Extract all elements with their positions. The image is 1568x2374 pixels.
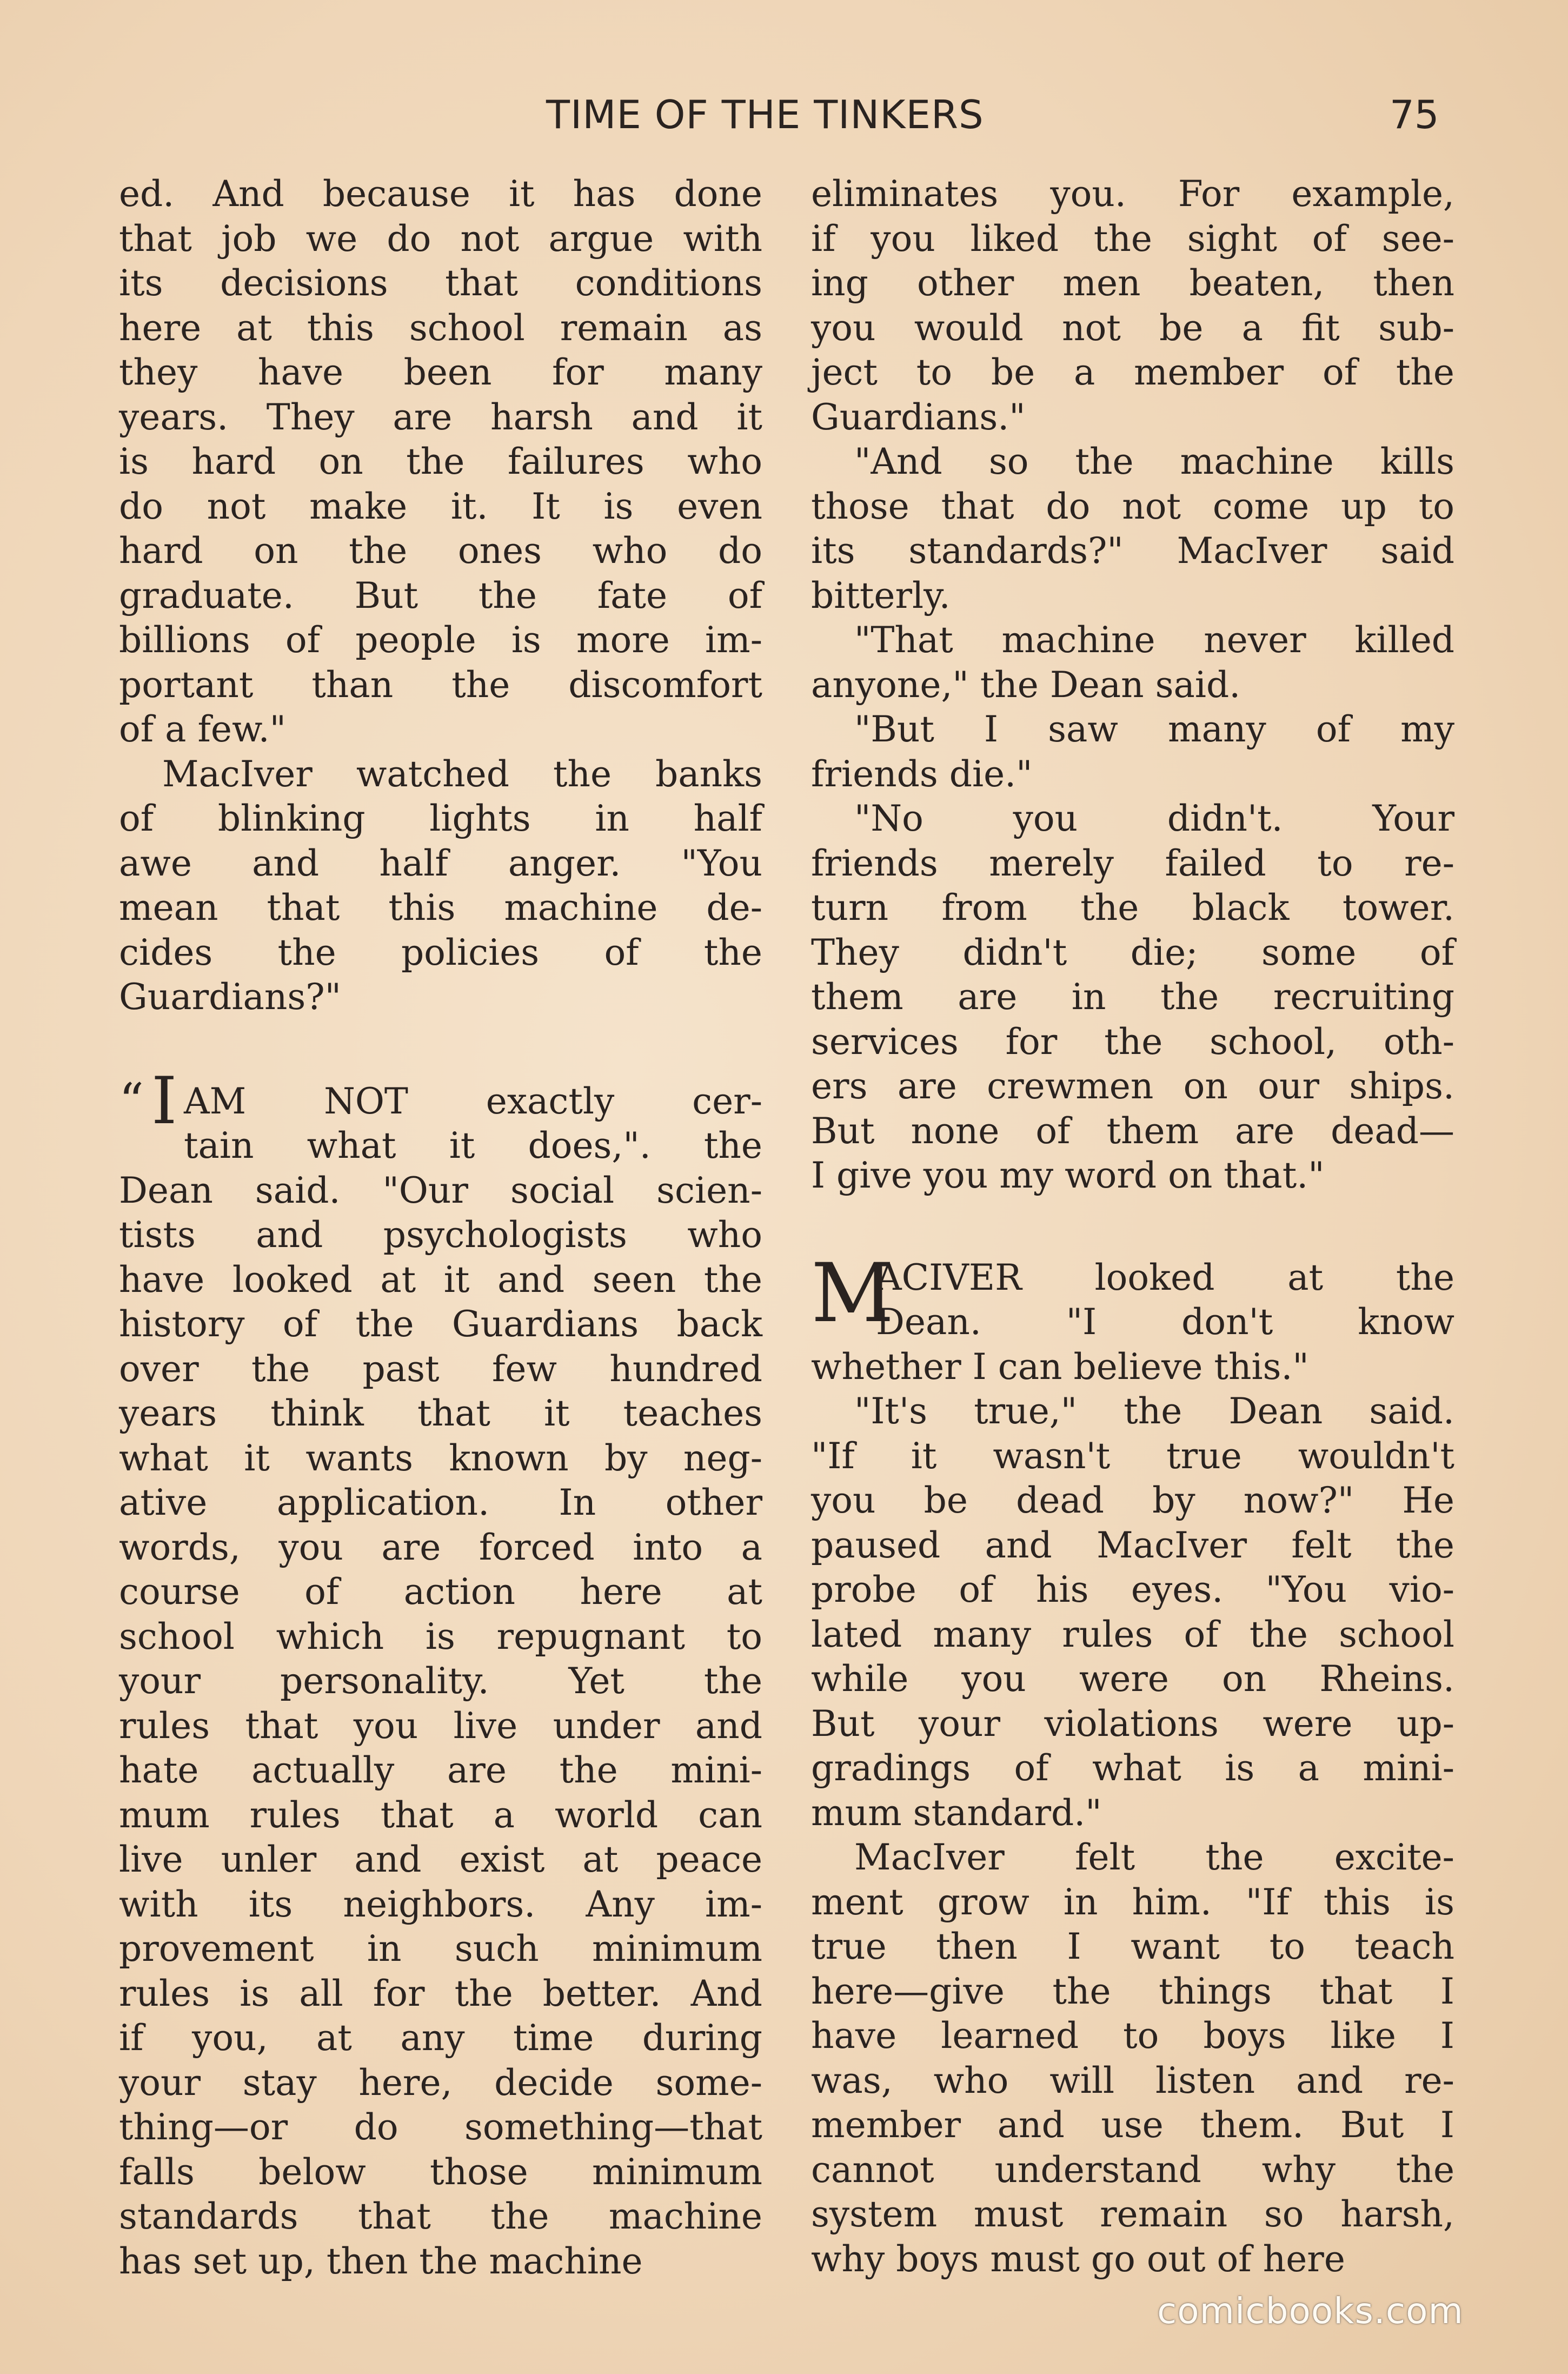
text-line: But none of them are dead— xyxy=(811,1110,1454,1152)
text-line: lated many rules of the school xyxy=(811,1613,1454,1655)
section-break xyxy=(119,1020,762,1079)
text-line: thing—or do something—that xyxy=(119,2106,762,2148)
right-paragraph-6-opening xyxy=(811,1246,1454,1345)
text-line: probe of his eyes. "You vio- xyxy=(811,1569,1454,1610)
running-head: TIME OF THE TINKERS xyxy=(546,92,984,137)
text-line: of blinking lights in half xyxy=(119,798,762,839)
left-column xyxy=(119,172,762,2284)
right-paragraph-4 xyxy=(811,707,1454,797)
text-line: of a few." xyxy=(119,708,286,750)
text-line: provement in such minimum xyxy=(119,1928,762,1970)
right-paragraph-8 xyxy=(811,1835,1454,2282)
text-line: billions of people is more im- xyxy=(119,619,762,661)
text-line: "No you didn't. Your xyxy=(854,798,1454,839)
text-line: you would not be a fit sub- xyxy=(811,307,1454,349)
text-line: has set up, then the machine xyxy=(119,2240,643,2282)
text-line: bitterly. xyxy=(811,574,951,616)
text-line: mum standard." xyxy=(811,1792,1102,1834)
text-line: Guardians?" xyxy=(119,976,341,1018)
text-line: ment grow in him. "If this is xyxy=(811,1881,1454,1923)
text-line: ative application. In other xyxy=(119,1482,762,1523)
drop-cap-i: I xyxy=(151,1063,177,1139)
text-line: Dean said. "Our social scien- xyxy=(119,1169,762,1211)
text-line: you be dead by now?" He xyxy=(811,1480,1454,1521)
text-line: paused and MacIver felt the xyxy=(811,1524,1454,1566)
watermark: comicbooks.com xyxy=(1157,2290,1464,2332)
text-line: have looked at it and seen the xyxy=(119,1258,762,1301)
text-line: ers are crewmen on our ships. xyxy=(811,1065,1454,1107)
right-column xyxy=(811,172,1454,2282)
text-line: do not make it. It is even xyxy=(119,485,762,527)
text-line: have learned to boys like I xyxy=(811,2015,1454,2057)
text-line: cannot understand why the xyxy=(811,2148,1454,2191)
section-break xyxy=(811,1198,1454,1256)
text-line: them are in the recruiting xyxy=(811,976,1454,1018)
text-line: portant than the discomfort xyxy=(119,664,762,706)
text-line: mean that this machine de- xyxy=(119,887,762,929)
left-paragraph-1 xyxy=(119,172,762,752)
text-line: those that do not come up to xyxy=(811,485,1454,527)
text-line: why boys must go out of here xyxy=(811,2238,1345,2280)
text-line: ACIVER looked at the xyxy=(876,1256,1454,1298)
text-line: ed. And because it has done xyxy=(119,173,762,215)
text-line: school which is repugnant to xyxy=(119,1615,762,1657)
text-line: if you, at any time during xyxy=(119,2017,762,2059)
text-line: if you liked the sight of see- xyxy=(811,217,1454,260)
text-line: course of action here at xyxy=(119,1571,762,1613)
text-line: words, you are forced into a xyxy=(119,1526,762,1568)
text-line: friends die." xyxy=(811,753,1033,795)
page-number: 75 xyxy=(1390,92,1439,137)
left-paragraph-3 xyxy=(119,1169,762,2284)
text-line: what it wants known by neg- xyxy=(119,1437,762,1479)
text-line: anyone," the Dean said. xyxy=(811,664,1241,706)
text-line: tain what it does,". the xyxy=(184,1125,762,1166)
text-line: eliminates you. For example, xyxy=(811,173,1454,215)
text-line: its standards?" MacIver said xyxy=(811,530,1454,572)
text-line: turn from the black tower. xyxy=(811,887,1454,929)
right-paragraph-5 xyxy=(811,797,1454,1198)
text-line: Guardians." xyxy=(811,396,1026,438)
text-line: your stay here, decide some- xyxy=(119,2061,762,2104)
text-line: "And so the machine kills xyxy=(854,441,1454,482)
text-line: with its neighbors. Any im- xyxy=(119,1883,762,1925)
drop-cap-lines xyxy=(876,1256,1454,1345)
text-line: tists and psychologists who xyxy=(119,1214,762,1256)
text-line: here at this school remain as xyxy=(119,307,762,349)
text-line: years. They are harsh and it xyxy=(119,396,762,438)
text-line: friends merely failed to re- xyxy=(811,842,1454,884)
text-line: its decisions that conditions xyxy=(119,262,762,304)
text-line: they have been for many xyxy=(119,352,762,393)
page-header xyxy=(0,92,1568,151)
right-paragraph-3 xyxy=(811,618,1454,707)
text-line: mum rules that a world can xyxy=(119,1794,762,1836)
text-line: services for the school, oth- xyxy=(811,1020,1454,1063)
text-line: while you were on Rheins. xyxy=(811,1658,1454,1700)
text-line: true then I want to teach xyxy=(811,1926,1454,1967)
text-line: "If it wasn't true wouldn't xyxy=(811,1435,1454,1477)
text-line: hate actually are the mini- xyxy=(119,1749,762,1791)
text-line: rules that you live under and xyxy=(119,1705,762,1747)
text-line: rules is all for the better. And xyxy=(119,1972,762,2014)
right-paragraph-6 xyxy=(811,1345,1454,1390)
text-line: live unler and exist at peace xyxy=(119,1839,762,1880)
text-line: years think that it teaches xyxy=(119,1392,762,1434)
text-line: whether I can believe this." xyxy=(811,1345,1309,1388)
text-line: system must remain so harsh, xyxy=(811,2193,1454,2235)
text-line: falls below those minimum xyxy=(119,2151,762,2193)
text-line: They didn't die; some of xyxy=(811,931,1454,973)
text-line: cides the policies of the xyxy=(119,931,762,973)
text-line: "It's true," the Dean said. xyxy=(854,1390,1454,1432)
drop-cap-m: M xyxy=(811,1246,894,1341)
text-line: your personality. Yet the xyxy=(119,1660,762,1702)
text-line: ject to be a member of the xyxy=(811,352,1454,393)
opening-quote: “ xyxy=(119,1072,144,1130)
text-line: member and use them. But I xyxy=(811,2104,1454,2146)
text-line: is hard on the failures who xyxy=(119,441,762,482)
text-line: I give you my word on that." xyxy=(811,1155,1325,1196)
text-line: MacIver felt the excite- xyxy=(854,1836,1454,1878)
text-line: "That machine never killed xyxy=(854,619,1454,661)
left-paragraph-2 xyxy=(119,752,762,1020)
text-line: over the past few hundred xyxy=(119,1348,762,1390)
text-line: awe and half anger. "You xyxy=(119,842,762,884)
text-line: was, who will listen and re- xyxy=(811,2059,1454,2101)
text-line: ing other men beaten, then xyxy=(811,262,1454,304)
right-paragraph-1 xyxy=(811,172,1454,440)
text-line: here—give the things that I xyxy=(811,1970,1454,2012)
text-line: Dean. "I don't know xyxy=(876,1301,1454,1343)
text-line: gradings of what is a mini- xyxy=(811,1747,1454,1789)
text-line: hard on the ones who do xyxy=(119,530,762,572)
left-paragraph-3-opening xyxy=(119,1063,762,1169)
text-line: that job we do not argue with xyxy=(119,217,762,260)
right-paragraph-2 xyxy=(811,440,1454,618)
right-paragraph-7 xyxy=(811,1389,1454,1835)
text-line: MacIver watched the banks xyxy=(162,753,762,795)
drop-line-1 xyxy=(119,1063,762,1139)
text-line: AM NOT exactly cer- xyxy=(184,1080,762,1122)
text-line: But your violations were up- xyxy=(811,1702,1454,1745)
text-line: history of the Guardians back xyxy=(119,1303,762,1345)
text-line: graduate. But the fate of xyxy=(119,574,762,616)
text-line: standards that the machine xyxy=(119,2196,762,2237)
text-line: "But I saw many of my xyxy=(854,708,1454,750)
